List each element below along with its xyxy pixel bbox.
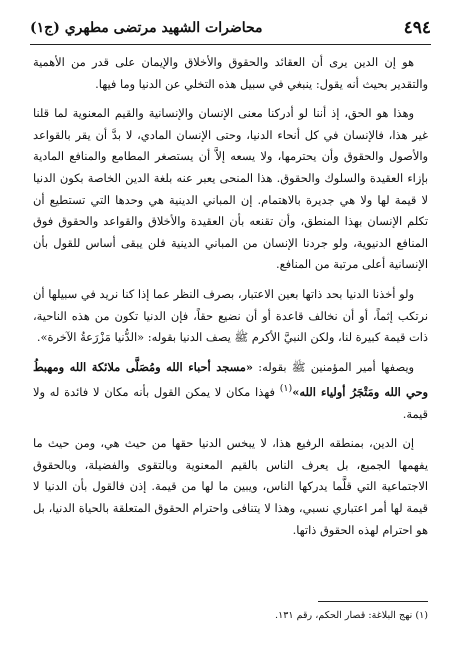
paragraph-2: وهذا هو الحق، إذ أننا لو أدركنا معنى الإنسان والإنسانية والقيم المعنوية لما قلنا غير هذا، فالإنسان في كل أنحاء الدنيا، وحتى الإنسان المادي، لا بدَّ أن يقر بالقواعد والأصول والحقوق وأن يحترمها، ولا يسعه إلاَّ أن يستصغر المطامع والمنافع المادية بإزاء العقيدة والسلوك والحقوق. هذا المنحى يعبر عنه بلغة الدين الخاصة بكون الدنيا لا قيمة لها ولا هي جديرة بالاهتمام. إن المباني الدينية هي وحدها التي تستطيع أن تكلم الإنسان بهذا المنطق، وأن تقنعه بأن العقيدة والأخلاق والقواعد والحقوق فوق المنافع الدنيوية، ولو جردنا الإنسان من المباني الدينية فلن يبقى أساس للقول بأن الإنسانية أعلى مرتبة من المنافع. [33,106,428,272]
hadith-quote: «مسجد أحباء الله ومُصَلَّى ملائكة الله ومهبطُ وحي الله ومَتْجَرُ أولياء الله» [33,359,428,400]
footnote: (١) نهج البلاغة: قصار الحكم، رقم ١٣١. [275,610,428,621]
paragraph-5: إن الدين، بمنطقه الرفيع هذا، لا يبخس الدنيا حقها من حيث هي، ومن حيث ما يفهمها الجميع، بل يعرف الناس بالقيم المعنوية وبالتقوى والفضيلة، وبالحقوق الاجتماعية التي قلَّما يدركها الناس، ويبين ما لها من قيمة. إذن فالقول بأن الدنيا لا قيمة لها أمر اعتباري نسبي، وهذا لا يتنافى واحترام الحقوق المتعلقة بالحياة الدنيا، بل هو احترام لهذه الحقوق ذاتها. [33,436,428,537]
page-number: ٤٩٤ [403,18,431,38]
footnote-rule [318,601,428,602]
running-title: محاضرات الشهيد مرتضى مطهري (ج١) [30,20,263,36]
paragraph-4 [33,357,428,426]
paragraph-1: هو إن الدين يرى أن العقائد والحقوق والأخلاق والإيمان على قدر من الأهمية والتقدير بحيث أنه يقول: ينبغي في سبيل هذه التخلي عن الدنيا وما فيها. [33,55,428,91]
page-header [30,16,431,40]
header-rule [30,44,431,45]
body-text [33,52,428,549]
paragraph-4-suffix: فهذا مكان لا يمكن القول بأنه مكان لا فائدة له ولا قيمة. [33,385,428,421]
paragraph-3: ولو أخذنا الدنيا بحد ذاتها بعين الاعتبار، بصرف النظر عما إذا كنا نريد في سبيلها أن نرتكب إثماً، أو أن نخالف قاعدة أو أن نضيع حقاً، فإن الدنيا تكون من هذه الناحية، ذات قيمة كبيرة لنا، ولكن النبيَّ الأكرم ﷺ يصف الدنيا بقوله: «الدُّنيا مَزْرَعةُ الآخرة». [33,286,428,345]
paragraph-4-prefix: ويصفها أمير المؤمنين ﷺ بقوله: [253,359,414,374]
footnote-marker: (١) [279,383,293,395]
